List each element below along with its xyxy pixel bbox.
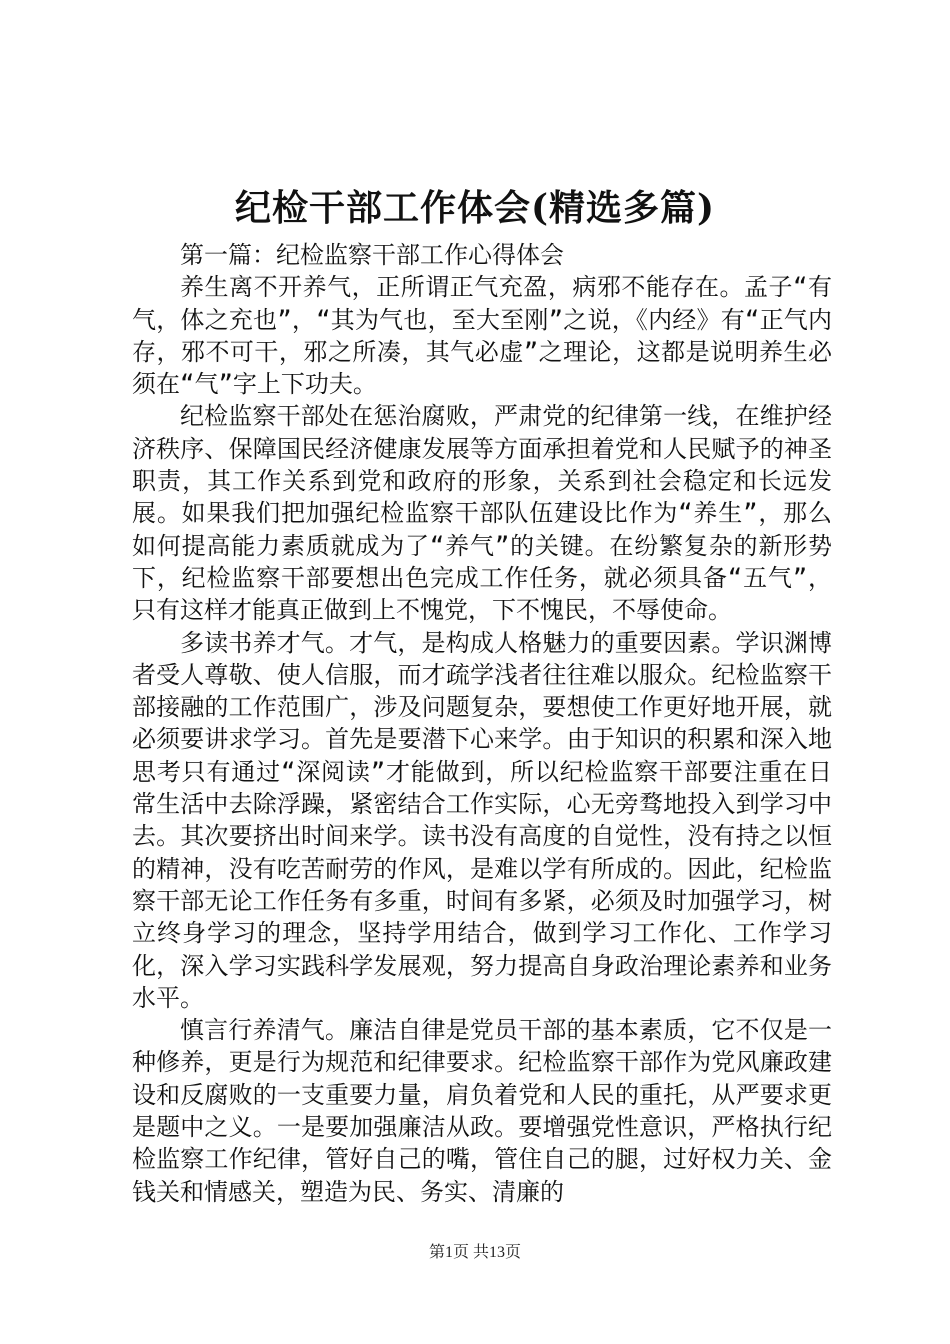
body-paragraph: 多读书养才气。才气，是构成人格魅力的重要因素。学识渊博者受人尊敬、使人信服，而才疏学浅者往往难以服众。纪检监察干部接融的工作范围广，涉及问题复杂，要想使工作更好地开展，就必须要讲求学习。首先是要潜下心来学。由于知识的积累和深入地思考只有通过“深阅读”才能做到，所以纪检监察干部要注重在日常生活中去除浮躁，紧密结合工作实际，心无旁骛地投入到学习中去。其次要挤出时间来学。读书没有高度的自觉性，没有持之以恒的精神，没有吃苦耐劳的作风，是难以学有所成的。因此，纪检监察干部无论工作任务有多重，时间有多紧，必须及时加强学习，树立终身学习的理念，坚持学用结合，做到学习工作化、工作学习化，深入学习实践科学发展观，努力提高自身政治理论素养和业务水平。 xyxy=(132,628,832,1012)
body-paragraph: 养生离不开养气，正所谓正气充盈，病邪不能存在。孟子“有气，体之充也”，“其为气也，至大至刚”之说，《内经》有“正气内存，邪不可干，邪之所凑，其气必虚”之理论，这都是说明养生必须在“气”字上下功夫。 xyxy=(132,273,832,399)
section-heading: 第一篇：纪检监察干部工作心得体会 xyxy=(180,241,564,269)
body-paragraph: 纪检监察干部处在惩治腐败，严肃党的纪律第一线，在维护经济秩序、保障国民经济健康发展等方面承担着党和人民赋予的神圣职责，其工作关系到党和政府的形象，关系到社会稳定和长远发展。如果我们把加强纪检监察干部队伍建设比作为“养生”，那么如何提高能力素质就成为了“养气”的关键。在纷繁复杂的新形势下，纪检监察干部要想出色完成工作任务，就必须具备“五气”，只有这样才能真正做到上不愧党，下不愧民，不辱使命。 xyxy=(132,402,832,625)
document-title: 纪检干部工作体会(精选多篇) xyxy=(234,187,716,229)
document-body xyxy=(132,239,832,1208)
page-footer: 第1页 共13页 xyxy=(428,1244,521,1261)
body-paragraph: 慎言行养清气。廉洁自律是党员干部的基本素质，它不仅是一种修养，更是行为规范和纪律要求。纪检监察干部作为党风廉政建设和反腐败的一支重要力量，肩负着党和人民的重托，从严要求更是题中之义。一是要加强廉洁从政。要增强党性意识，严格执行纪检监察工作纪律，管好自己的嘴，管住自己的腿，过好权力关、金钱关和情感关，塑造为民、务实、清廉的 xyxy=(132,1016,832,1206)
